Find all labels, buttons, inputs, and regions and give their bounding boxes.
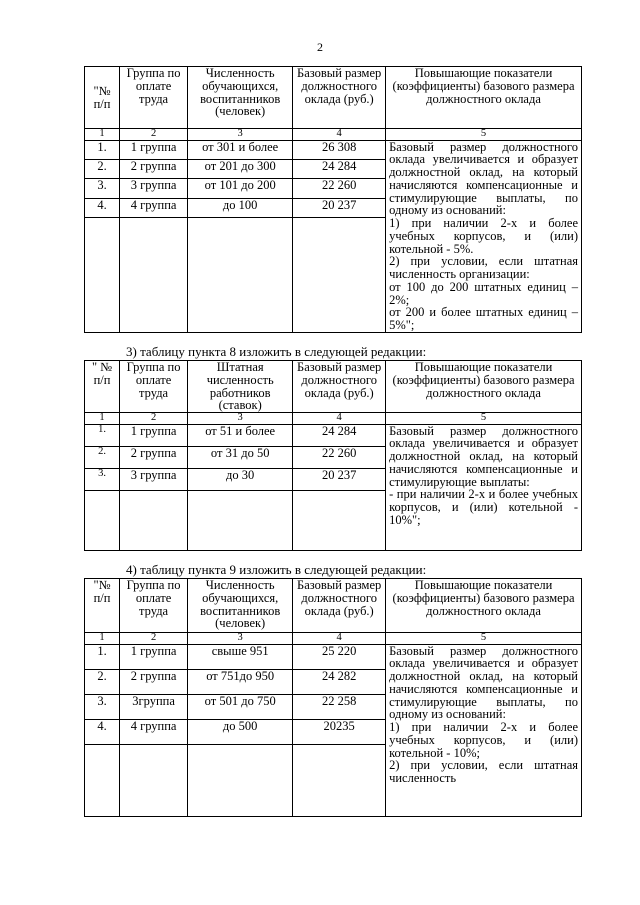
row-salary: 24 284 bbox=[293, 424, 386, 446]
row-no: 1. bbox=[85, 140, 120, 159]
row-count: от 51 и более bbox=[188, 424, 293, 446]
row-group: 2 группа bbox=[120, 160, 188, 179]
col-number: 2 bbox=[120, 413, 188, 425]
col-number: 2 bbox=[120, 129, 188, 141]
desc-line: от 100 до 200 штатных единиц – 2%; bbox=[389, 279, 578, 307]
header-no: "№ п/п bbox=[85, 67, 120, 129]
empty-cell bbox=[85, 217, 120, 332]
col-number: 3 bbox=[188, 633, 293, 645]
header-salary: Базовый размер должностного оклада (руб.) bbox=[293, 361, 386, 413]
desc-line: 2) при условии, если штатная численность bbox=[389, 758, 578, 786]
table-row bbox=[85, 424, 582, 446]
row-group: 2 группа bbox=[120, 669, 188, 694]
table-row bbox=[85, 140, 582, 159]
col-number: 2 bbox=[120, 633, 188, 645]
row-salary: 22 260 bbox=[293, 179, 386, 198]
row-group: 3группа bbox=[120, 694, 188, 719]
table-row bbox=[85, 644, 582, 669]
col-number: 4 bbox=[293, 413, 386, 425]
row-no: 2. bbox=[85, 669, 120, 694]
coefficients-description bbox=[386, 424, 582, 550]
row-no: 2. bbox=[85, 160, 120, 179]
row-group: 3 группа bbox=[120, 468, 188, 490]
col-number: 3 bbox=[188, 413, 293, 425]
row-no: 4. bbox=[85, 719, 120, 744]
header-no: "№ п/п bbox=[85, 579, 120, 633]
header-count: Численность обучающихся, воспитанников (человек) bbox=[188, 579, 293, 633]
caption-table-2: 3) таблицу пункта 8 изложить в следующей редакции: bbox=[126, 344, 427, 359]
empty-cell bbox=[293, 490, 386, 550]
row-salary: 22 260 bbox=[293, 446, 386, 468]
row-group: 4 группа bbox=[120, 198, 188, 217]
col-number: 3 bbox=[188, 129, 293, 141]
col-number: 5 bbox=[386, 129, 582, 141]
coefficients-description bbox=[386, 644, 582, 816]
desc-line: Базовый размер должностного оклада увеличивается и образует должностной оклад, на который начисляются компенсационные и стимулирующие выплаты, по одному из оснований: bbox=[389, 139, 578, 218]
row-no: 3. bbox=[85, 694, 120, 719]
row-salary: 20235 bbox=[293, 719, 386, 744]
empty-cell bbox=[120, 217, 188, 332]
row-count: от 301 и более bbox=[188, 140, 293, 159]
row-salary: 20 237 bbox=[293, 198, 386, 217]
row-no: 4. bbox=[85, 198, 120, 217]
header-coefficients: Повышающие показатели (коэффициенты) базового размера должностного оклада bbox=[386, 579, 582, 633]
header-staff: Штатная численность работников (ставок) bbox=[188, 361, 293, 413]
row-salary: 22 258 bbox=[293, 694, 386, 719]
empty-cell bbox=[188, 217, 293, 332]
row-count: до 500 bbox=[188, 719, 293, 744]
empty-cell bbox=[120, 490, 188, 550]
desc-line: 1) при наличии 2-х и более учебных корпусов, и (или) котельной - 5%. bbox=[389, 216, 578, 256]
col-number: 4 bbox=[293, 633, 386, 645]
header-no: " № п/п bbox=[85, 361, 120, 413]
empty-cell bbox=[188, 744, 293, 816]
table-1 bbox=[84, 66, 582, 333]
row-no: 1. bbox=[85, 644, 120, 669]
row-no: 3. bbox=[85, 179, 120, 198]
row-count: свыше 951 bbox=[188, 644, 293, 669]
header-salary: Базовый размер должностного оклада (руб.) bbox=[293, 67, 386, 129]
row-salary: 24 284 bbox=[293, 160, 386, 179]
desc-line: Базовый размер должностного оклада увеличивается и образует должностной оклад, на который начисляются компенсационные и стимулирующие выплаты: bbox=[389, 423, 578, 489]
row-count: от 501 до 750 bbox=[188, 694, 293, 719]
row-salary: 25 220 bbox=[293, 644, 386, 669]
row-group: 1 группа bbox=[120, 424, 188, 446]
desc-line: от 200 и более штатных единиц – 5%"; bbox=[389, 305, 578, 333]
empty-cell bbox=[120, 744, 188, 816]
row-group: 1 группа bbox=[120, 644, 188, 669]
caption-table-3: 4) таблицу пункта 9 изложить в следующей редакции: bbox=[126, 562, 427, 577]
header-coefficients: Повышающие показатели (коэффициенты) базового размера должностного оклада bbox=[386, 67, 582, 129]
header-group: Группа по оплате труда bbox=[120, 67, 188, 129]
row-salary: 26 308 bbox=[293, 140, 386, 159]
page-number: 2 bbox=[317, 40, 323, 54]
empty-cell bbox=[188, 490, 293, 550]
row-no: 3. bbox=[85, 468, 120, 490]
row-count: от 751до 950 bbox=[188, 669, 293, 694]
row-salary: 20 237 bbox=[293, 468, 386, 490]
table-3 bbox=[84, 578, 582, 817]
row-group: 2 группа bbox=[120, 446, 188, 468]
header-coefficients: Повышающие показатели (коэффициенты) базового размера должностного оклада bbox=[386, 361, 582, 413]
col-number: 4 bbox=[293, 129, 386, 141]
row-group: 4 группа bbox=[120, 719, 188, 744]
col-number: 5 bbox=[386, 413, 582, 425]
row-group: 1 группа bbox=[120, 140, 188, 159]
empty-cell bbox=[293, 217, 386, 332]
header-group: Группа по оплате труда bbox=[120, 361, 188, 413]
desc-line: - при наличии 2-х и более учебных корпусов, и (или) котельной - 10%"; bbox=[389, 487, 578, 527]
header-count: Численность обучающихся, воспитанников (человек) bbox=[188, 67, 293, 129]
desc-line: 1) при наличии 2-х и более учебных корпусов, и (или) котельной - 10%; bbox=[389, 720, 578, 760]
col-number: 1 bbox=[85, 633, 120, 645]
desc-line: Базовый размер должностного оклада увеличивается и образует должностной оклад, на который начисляются компенсационные и стимулирующие выплаты, по одному из оснований: bbox=[389, 643, 578, 722]
col-number: 1 bbox=[85, 413, 120, 425]
row-salary: 24 282 bbox=[293, 669, 386, 694]
row-count: до 30 bbox=[188, 468, 293, 490]
row-group: 3 группа bbox=[120, 179, 188, 198]
col-number: 5 bbox=[386, 633, 582, 645]
empty-cell bbox=[85, 744, 120, 816]
coefficients-description bbox=[386, 140, 582, 332]
row-count: от 201 до 300 bbox=[188, 160, 293, 179]
desc-line: 2) при условии, если штатная численность организации: bbox=[389, 254, 578, 282]
table-2 bbox=[84, 360, 582, 551]
row-count: до 100 bbox=[188, 198, 293, 217]
empty-cell bbox=[85, 490, 120, 550]
header-salary: Базовый размер должностного оклада (руб.) bbox=[293, 579, 386, 633]
row-no: 1. bbox=[85, 424, 120, 446]
row-count: от 31 до 50 bbox=[188, 446, 293, 468]
empty-cell bbox=[293, 744, 386, 816]
header-group: Группа по оплате труда bbox=[120, 579, 188, 633]
row-no: 2. bbox=[85, 446, 120, 468]
col-number: 1 bbox=[85, 129, 120, 141]
row-count: от 101 до 200 bbox=[188, 179, 293, 198]
